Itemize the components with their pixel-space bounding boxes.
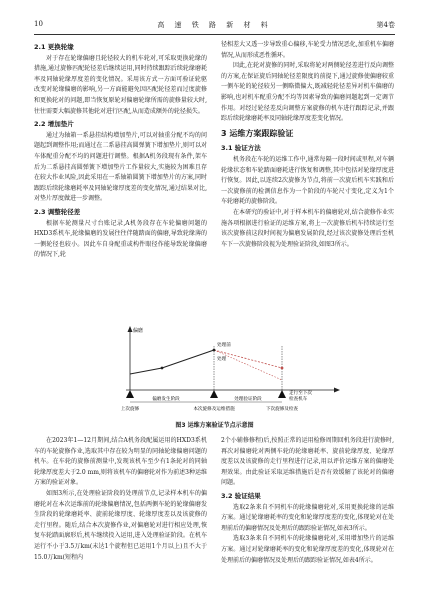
section-title: 3 运维方案跟踪验证 [221,128,294,138]
section-title: 3.1 验证方法 [221,144,261,153]
paragraph: 在本研究的验证中,对于样本机车的偏磨轮对,结合旋修作业实施各项根据进行验证的运维方案,将上一次旋修后机车持续运行至该次旋修前这段时间视为偏磨发展阶段,经过该次旋修处理后至机车下一次旋修阶段视为处理验证阶段,如图3所示。 [221,208,394,248]
paragraph: 如图3所示,在处理验证阶段的处理前节点,记录样本机车的偏磨轮对在本次运维前的轮缘偏磨情况,包括两侧车轮的轮缘偏磨发生阶段的轮缘磨耗率、旋前轮缘厚度、轮缘厚度差以及该旋修的走行里程。随后,结合本次旋修作业,对偏磨轮对进行相应处理,恢复车轮踏面廓形后,机车继续投入运用,进入处理验证阶段。在机车运行不小于3.5万km(未达1个旋程但已运用1个月以上)且不大于15.0万km(短程内 [34,489,207,561]
paragraph: 通过为轴箱一系悬挂结构增加垫片,可以对轴重分配不均的问题起到调整作用;而通过在二系悬挂高圆弹簧下增加垫片,则可以对车体配重分配不均的问题进行调整。根据A机务段现有条件,架车后为二系悬挂高圆弹簧下增加垫片工作量较大,实施较为困难且存在较大作业风险,因此采用在一系轴箱圆簧下增加垫片的方案,同时跟踪后续轮缘磨耗率及同轴轮缘厚度差的变化情况,通过结果对比,对垫片厚度做进一步调整。 [34,131,207,203]
arrow-head [128,326,133,332]
section-title: 2.1 更换轮缘 [34,43,74,51]
verification-diagram [34,310,395,422]
right-column [221,40,394,250]
flag-icon [210,390,218,398]
label: 处理前 [217,343,231,348]
section-title: 2.3 调整轮径差 [34,207,81,216]
left-column [34,40,207,261]
paragraph: 径相差大又透一步导致重心偏移,车轮受力情况恶化,加重机车偏磨情况,从而形成恶性循环。 [221,41,394,59]
flag-icon [278,390,286,398]
paragraph: 在2023年1—12月期间,结合A机务段配属运用的HXD3系机车的车轮旋修作业,选取其中存在较为明显的同轴轮缘偏磨问题的机车。在车轮的旋修前测量中,发现该机车至少有1条轮对的同轴轮缘厚度差大于2.0 mm,则将该机车的偏磨轮对作为前述3种运维方案的验证对象。 [34,437,207,487]
paragraph: 根据车轮测量尺寸台账记录,A机务段存在车轮偏磨问题的HXD3系机车,轮缘偏磨的发展往往伴随踏面的偏磨,导致轮缘薄的一侧轮径也较小。因此车自身配重或构件眼径作能导致轮缘偏磨的情况下,轮 [34,219,207,259]
label: 处理 [217,357,227,362]
data-point [161,367,164,370]
axis-label: 偏磨 [133,328,144,334]
label: 走行至下次 [289,391,312,396]
label: 检查机车 [289,397,308,402]
wear-line-segment [130,368,162,374]
bottom-right-column [221,436,394,566]
page-header [34,20,395,35]
journal-title: 高 速 铁 路 新 材 料 [157,21,272,29]
bottom-left-column [34,436,207,563]
stage-label: 处理验证阶段 [234,397,262,402]
paragraph: 机务段在车轮的运维工作中,通常每隔一段时间或里程,对车辆轮缘状态和车轮踏面磨耗进行恢复和调整,其中包括对轮缘厚度进行恢复。因此,以连续2次旋修为节点,将前一次旋后机车实践和后一次旋修前的检测信息作为一个阶段的车轮尺寸变化,定义为1个车轮磨耗的旋修阶段。 [221,155,394,206]
paragraph: 2个小辅修修程)后,按照正常的运用检修周期回机务段进行旋修时,再次对偏磨轮对两侧车轮的轮缘磨耗率、旋前轮缘厚度、轮缘厚度差以及该旋修的走行里程进行记录,用以评价运维方案的偏磨处理效果。由此验证采取运维措施后是否有效缓解了该轮对的偏磨问题。 [221,437,394,487]
flag-icon [126,390,134,398]
data-point [281,367,284,370]
paragraph: 选取3条来自不同机车的轮缘偏磨轮对,采用增加垫片的运维方案。通过对轮缘磨耗率的变化和轮缘厚度差的变化,体现轮对在处理前后的偏磨情况及处理后的跟踪验证情况,如表4所示。 [221,535,394,564]
section-title: 3.2 验证结果 [221,491,261,500]
wear-line-segment [162,350,214,368]
paragraph: 对于存在轮缘偏磨且轮径较大的机车轮对,可采取更换轮缘的措施,通过旋修匹配轮径差后继续运用,同时持续跟踪后续轮缘磨耗率及同轴轮缘厚度差的变化情况。采用该方式一方面可验证轮驱改变对轮缘偏磨的影响,另一方面能避免因匹配轮径差而过度旋修和更换轮对的问题,即当恢复原轮对偏磨轮缘所需的旋修量较大时,往往需要大幅旋修其他轮对进行匹配,从而造成额外的轮径损失。 [34,54,207,115]
arrow-head [334,388,340,393]
section-title: 2.2 增加垫片 [34,120,74,129]
data-point [213,349,216,352]
node-label: 上次旋修 [120,407,140,412]
figure-3 [34,310,395,422]
page-number: 10 [34,20,43,28]
stage-label: 偏磨发生阶段 [152,397,180,402]
paragraph: 选取2条来自不同机车的轮缘偏磨轮对,采用更换轮缘的运维方案。通过轮缘磨耗率的变化和轮缘厚度差的变化,体现轮对在处理前后的偏磨情况及处理后的跟踪验证情况,如表3所示。 [221,503,394,532]
volume-label: 第4卷 [376,21,395,29]
node-label: 本次旋修及运维措施 [193,407,235,412]
figure-caption: 图3 运维方案验证节点示意图 [175,422,254,429]
paragraph: 因此,在轮对旋修的同时,采取将轮对两侧轮径差进行反向调整的方案,在保证旋后同轴轮径差限度的前提下,通过旋修使偏磨较重一侧车轮的轮径较另一侧略微偏大,既减轻轮径差异对机车偏磨的影响,也对机车配重分配不均等因素导致的偏磨问题起到一定调节作用。对经过轮径差反向调整方案旋修的机车进行跟踪记录,并跟踪后续轮缘磨耗率及同轴轮缘厚度差变化情况。 [221,62,394,123]
node-label: 下次旋修及检查 [265,407,299,412]
